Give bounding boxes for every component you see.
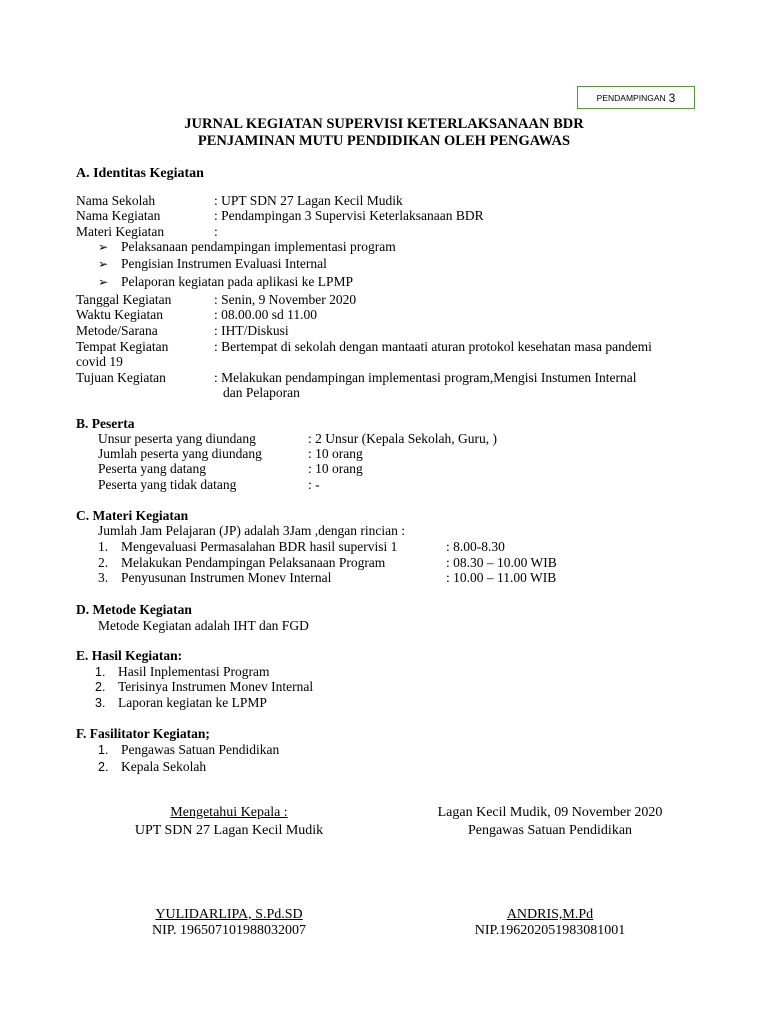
peserta-label: Peserta yang tidak datang <box>98 477 237 492</box>
row-value-nama-sekolah: : UPT SDN 27 Lagan Kecil Mudik <box>214 193 403 208</box>
peserta-value: : 10 orang <box>308 461 363 476</box>
left-signature-nip: NIP. 196507101988032007 <box>151 923 306 938</box>
document-title-line1: JURNAL KEGIATAN SUPERVISI KETERLAKSANAAN BDR <box>184 116 584 132</box>
peserta-label: Peserta yang datang <box>98 461 206 476</box>
materi-rincian-time: : 08.30 – 10.00 WIB <box>446 555 557 570</box>
materi-list-item <box>98 274 108 290</box>
section-a-heading: A. Identitas Kegiatan <box>76 166 204 181</box>
row-label-tanggal: Tanggal Kegiatan <box>76 292 172 307</box>
right-signature-role: Pengawas Satuan Pendidikan <box>467 823 633 838</box>
list-number: 3. <box>98 570 109 585</box>
left-signature-institution: UPT SDN 27 Lagan Kecil Mudik <box>134 823 324 838</box>
materi-rincian-text: Penyusunan Instrumen Monev Internal <box>121 570 332 585</box>
right-signature-place-date: Lagan Kecil Mudik, 09 November 2020 <box>437 805 663 820</box>
badge-number: 3 <box>668 90 676 105</box>
row-label-tempat: Tempat Kegiatan <box>76 339 169 354</box>
materi-item-text: Pelaksanaan pendampingan implementasi program <box>121 239 396 254</box>
document-title-line2: PENJAMINAN MUTU PENDIDIKAN OLEH PENGAWAS <box>197 133 571 149</box>
row-label-nama-kegiatan: Nama Kegiatan <box>76 208 161 223</box>
materi-rincian-time: : 8.00-8.30 <box>446 539 505 554</box>
arrowhead-bullet-icon: ➢ <box>98 240 109 254</box>
hasil-item-text: Hasil Inplementasi Program <box>118 664 270 679</box>
row-value-tempat: : Bertempat di sekolah dengan mantaati aturan protokol kesehatan masa pandemi <box>214 339 652 354</box>
list-number: 1. <box>98 539 109 554</box>
list-number: 3. <box>95 696 106 710</box>
hasil-item-text: Terisinya Instrumen Monev Internal <box>118 679 314 694</box>
left-signature-name: YULIDARLIPA, S.Pd.SD <box>155 907 303 922</box>
right-signature-name: ANDRIS,M.Pd <box>506 907 594 922</box>
right-signature-nip: NIP.196202051983081001 <box>474 923 626 938</box>
materi-item-text: Pelaporan kegiatan pada aplikasi ke LPMP <box>121 274 354 289</box>
metode-text: Metode Kegiatan adalah IHT dan FGD <box>98 618 309 633</box>
fasilitator-item-text: Kepala Sekolah <box>121 759 207 774</box>
materi-rincian-text: Mengevaluasi Permasalahan BDR hasil supervisi 1 <box>121 539 398 554</box>
row-value-waktu: : 08.00.00 sd 11.00 <box>214 307 318 322</box>
row-value-metode: : IHT/Diskusi <box>214 323 289 338</box>
materi-rincian-text: Melakukan Pendampingan Pelaksanaan Program <box>121 555 386 570</box>
section-c-heading: C. Materi Kegiatan <box>76 508 189 523</box>
row-value-tujuan: : Melakukan pendampingan implementasi program,Mengisi Instumen Internal <box>214 370 637 385</box>
materi-item-text: Pengisian Instrumen Evaluasi Internal <box>121 256 327 271</box>
pendampingan-badge <box>577 86 695 109</box>
peserta-value: : - <box>308 477 320 492</box>
peserta-value: : 10 orang <box>308 446 363 461</box>
materi-list-item <box>98 256 108 272</box>
list-number: 2. <box>95 680 106 694</box>
materi-rincian-time: : 10.00 – 11.00 WIB <box>446 570 557 585</box>
row-label-materi-kegiatan: Materi Kegiatan <box>76 224 165 239</box>
row-value-tempat-continued: covid 19 <box>76 354 123 369</box>
section-f-heading: F. Fasilitator Kegiatan; <box>76 726 210 741</box>
row-label-waktu: Waktu Kegiatan <box>76 307 164 322</box>
row-label-tujuan: Tujuan Kegiatan <box>76 370 166 385</box>
badge-label: PENDAMPINGAN <box>596 92 666 103</box>
list-number: 2. <box>98 555 109 570</box>
list-number: 2. <box>98 760 109 774</box>
fasilitator-item-text: Pengawas Satuan Pendidikan <box>121 742 280 757</box>
list-number: 1. <box>98 743 109 757</box>
row-value-nama-kegiatan: : Pendampingan 3 Supervisi Keterlaksanaan BDR <box>214 208 484 223</box>
section-e-heading: E. Hasil Kegiatan: <box>76 648 183 663</box>
hasil-item-text: Laporan kegiatan ke LPMP <box>118 695 267 710</box>
section-d-heading: D. Metode Kegiatan <box>76 602 192 617</box>
row-value-materi-kegiatan: : <box>214 224 218 239</box>
arrowhead-bullet-icon: ➢ <box>98 275 109 289</box>
row-label-metode: Metode/Sarana <box>76 323 158 338</box>
left-signature-heading: Mengetahui Kepala : <box>170 805 288 820</box>
materi-intro: Jumlah Jam Pelajaran (JP) adalah 3Jam ,dengan rincian : <box>98 523 406 538</box>
peserta-label: Jumlah peserta yang diundang <box>98 446 262 461</box>
row-value-tujuan-continued: dan Pelaporan <box>223 385 300 400</box>
list-number: 1. <box>95 665 106 679</box>
row-value-tanggal: : Senin, 9 November 2020 <box>214 292 357 307</box>
arrowhead-bullet-icon: ➢ <box>98 257 109 271</box>
peserta-value: : 2 Unsur (Kepala Sekolah, Guru, ) <box>308 431 497 446</box>
row-label-nama-sekolah: Nama Sekolah <box>76 193 156 208</box>
section-b-heading: B. Peserta <box>76 416 135 431</box>
peserta-label: Unsur peserta yang diundang <box>98 431 256 446</box>
materi-list-item <box>98 239 108 255</box>
